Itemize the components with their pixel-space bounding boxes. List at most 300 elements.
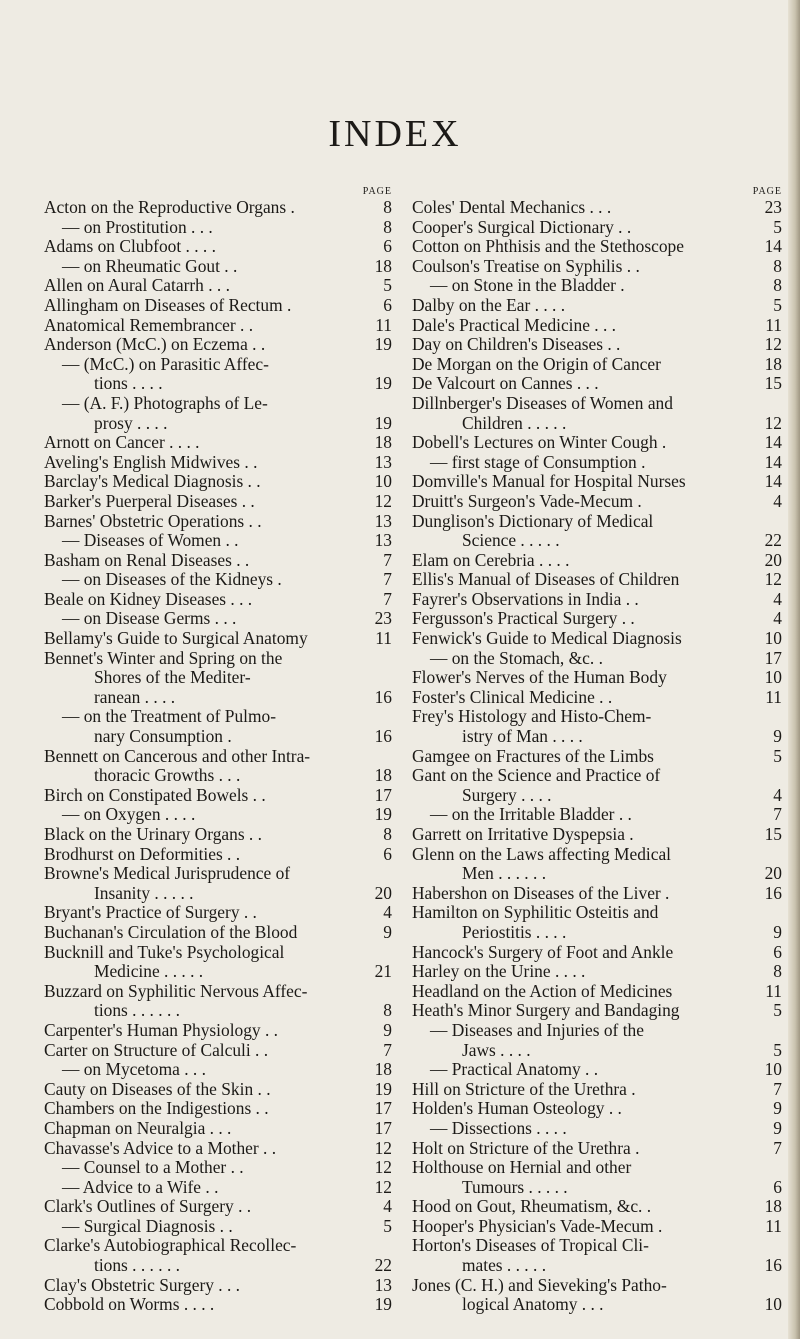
entry-title: logical Anatomy . . . xyxy=(462,1295,604,1315)
index-entry xyxy=(44,394,392,414)
entry-title: Clay's Obstetric Surgery . . . xyxy=(44,1275,241,1295)
entry-title: ranean . . . . xyxy=(94,687,176,707)
entry-title: Clarke's Autobiographical Recollec- xyxy=(44,1236,297,1256)
entry-title: Science . . . . . xyxy=(462,531,560,551)
entry-page-number: 7 xyxy=(383,549,392,570)
entry-title: Bennet's Winter and Spring on the xyxy=(44,648,283,668)
index-entry xyxy=(44,1099,392,1119)
entry-page-number: 18 xyxy=(764,353,782,374)
entry-page-number: 7 xyxy=(773,804,782,825)
entry-page-number: 17 xyxy=(374,784,392,805)
entry-title: — Counsel to a Mother . . xyxy=(62,1158,244,1178)
entry-page-number: 6 xyxy=(383,294,392,315)
index-entry xyxy=(44,1001,392,1021)
entry-page-number: 10 xyxy=(764,667,782,688)
entry-title: Foster's Clinical Medicine . . xyxy=(412,687,613,707)
index-entry xyxy=(412,531,782,551)
index-entry xyxy=(44,1236,392,1256)
index-entry xyxy=(44,923,392,943)
index-entry xyxy=(412,962,782,982)
index-entry xyxy=(412,1256,782,1276)
entry-title: — Diseases and Injuries of the xyxy=(430,1020,644,1040)
entry-page-number: 7 xyxy=(383,588,392,609)
index-entry xyxy=(412,923,782,943)
entry-title: Jones (C. H.) and Sieveking's Patho- xyxy=(412,1275,667,1295)
entry-page-number: 4 xyxy=(383,1196,392,1217)
index-entry xyxy=(412,276,782,296)
entry-title: — Surgical Diagnosis . . xyxy=(62,1216,233,1236)
entry-title: Dobell's Lectures on Winter Cough . xyxy=(412,433,667,453)
entry-page-number: 7 xyxy=(383,569,392,590)
entry-title: — on Stone in the Bladder . xyxy=(430,276,625,296)
index-entry xyxy=(44,1256,392,1276)
entry-title: Elam on Cerebria . . . . xyxy=(412,550,570,570)
entry-title: Insanity . . . . . xyxy=(94,883,194,903)
entry-title: Clark's Outlines of Surgery . . xyxy=(44,1197,252,1217)
index-entry xyxy=(44,864,392,884)
entry-page-number: 9 xyxy=(383,921,392,942)
index-entry xyxy=(44,766,392,786)
index-entry xyxy=(412,825,782,845)
index-entry xyxy=(412,453,782,473)
entry-title: tions . . . . xyxy=(94,374,163,394)
entry-title: — on the Treatment of Pulmo- xyxy=(62,707,276,727)
entry-page-number: 19 xyxy=(374,412,392,433)
entry-page-number: 8 xyxy=(383,824,392,844)
entry-page-number: 16 xyxy=(374,726,392,747)
entry-page-number: 7 xyxy=(383,1039,392,1060)
entry-title: Allingham on Diseases of Rectum . xyxy=(44,295,292,315)
index-entry xyxy=(44,237,392,257)
entry-page-number: 19 xyxy=(374,804,392,825)
index-entry xyxy=(412,551,782,571)
entry-title: Holt on Stricture of the Urethra . xyxy=(412,1138,640,1158)
index-entry xyxy=(412,590,782,610)
index-entry xyxy=(412,609,782,629)
entry-page-number: 9 xyxy=(773,1098,782,1119)
index-entry xyxy=(412,198,782,218)
entry-page-number: 10 xyxy=(764,628,782,649)
index-entry xyxy=(44,355,392,375)
entry-title: Frey's Histology and Histo-Chem- xyxy=(412,707,652,727)
entry-page-number: 20 xyxy=(764,863,782,884)
entry-title: — Dissections . . . . xyxy=(430,1118,567,1138)
entry-title: Adams on Clubfoot . . . . xyxy=(44,237,216,257)
entry-title: Cobbold on Worms . . . . xyxy=(44,1295,215,1315)
entry-title: Cooper's Surgical Dictionary . . xyxy=(412,217,632,237)
index-entry xyxy=(44,884,392,904)
entry-title: Allen on Aural Catarrh . . . xyxy=(44,276,230,296)
entry-page-number: 5 xyxy=(773,1039,782,1060)
entry-title: Beale on Kidney Diseases . . . xyxy=(44,589,253,609)
index-entry xyxy=(412,1178,782,1198)
entry-page-number: 5 xyxy=(773,216,782,237)
entry-page-number: 13 xyxy=(374,510,392,531)
index-entry xyxy=(44,1139,392,1159)
index-entry xyxy=(44,257,392,277)
entry-title: Cauty on Diseases of the Skin . . xyxy=(44,1079,271,1099)
entry-title: Hood on Gout, Rheumatism, &c. . xyxy=(412,1197,652,1217)
entry-page-number: 11 xyxy=(765,314,782,335)
page-column-header: PAGE xyxy=(752,186,782,197)
entry-title: Barnes' Obstetric Operations . . xyxy=(44,511,262,531)
index-entry xyxy=(44,903,392,923)
index-entry xyxy=(44,1060,392,1080)
entry-page-number: 17 xyxy=(764,647,782,668)
entry-title: Periostitis . . . . xyxy=(462,922,567,942)
index-entry xyxy=(412,1276,782,1296)
index-entry xyxy=(44,453,392,473)
index-entry xyxy=(44,433,392,453)
entry-page-number: 17 xyxy=(374,1098,392,1119)
entry-title: Cotton on Phthisis and the Stethoscope xyxy=(412,237,684,257)
entry-title: Brodhurst on Deformities . . xyxy=(44,844,241,864)
entry-title: Men . . . . . . xyxy=(462,864,547,884)
index-entry xyxy=(44,845,392,865)
entry-title: Domville's Manual for Hospital Nurses xyxy=(412,472,686,492)
entry-page-number: 15 xyxy=(764,824,782,844)
entry-title: Garrett on Irritative Dyspepsia . xyxy=(412,825,634,844)
entry-title: Glenn on the Laws affecting Medical xyxy=(412,844,671,864)
entry-page-number: 9 xyxy=(773,1117,782,1138)
index-entry xyxy=(412,414,782,434)
entry-page-number: 18 xyxy=(374,255,392,276)
entry-page-number: 7 xyxy=(773,1137,782,1158)
entry-page-number: 5 xyxy=(773,294,782,315)
index-entry xyxy=(44,668,392,688)
entry-page-number: 11 xyxy=(765,1215,782,1236)
entry-page-number: 23 xyxy=(764,197,782,217)
entry-page-number: 12 xyxy=(764,412,782,433)
entry-title: Acton on the Reproductive Organs . xyxy=(44,198,295,217)
entry-title: Gant on the Science and Practice of xyxy=(412,766,661,786)
entry-page-number: 7 xyxy=(773,1078,782,1099)
index-entry xyxy=(44,296,392,316)
entry-title: Buzzard on Syphilitic Nervous Affec- xyxy=(44,981,308,1001)
entry-page-number: 22 xyxy=(374,1255,392,1276)
entry-title: nary Consumption . xyxy=(94,727,232,747)
entry-title: — (McC.) on Parasitic Affec- xyxy=(62,354,269,374)
index-entry xyxy=(44,805,392,825)
index-entry xyxy=(412,864,782,884)
index-entry xyxy=(44,982,392,1002)
index-entry xyxy=(412,688,782,708)
index-entry xyxy=(44,531,392,551)
index-entry xyxy=(44,1217,392,1237)
index-entry xyxy=(412,649,782,669)
entry-title: — on Rheumatic Gout . . xyxy=(62,256,238,276)
entry-title: Day on Children's Diseases . . xyxy=(412,335,621,355)
entry-title: Medicine . . . . . xyxy=(94,962,204,982)
entry-title: Chavasse's Advice to a Mother . . xyxy=(44,1138,277,1158)
entry-title: Flower's Nerves of the Human Body xyxy=(412,668,667,688)
entry-page-number: 17 xyxy=(374,1117,392,1138)
entry-page-number: 4 xyxy=(773,608,782,629)
entry-title: — on Diseases of the Kidneys . xyxy=(62,570,282,590)
entry-title: Ellis's Manual of Diseases of Children xyxy=(412,570,680,590)
index-entry xyxy=(412,1041,782,1061)
entry-title: Barclay's Medical Diagnosis . . xyxy=(44,472,261,492)
entry-title: Dunglison's Dictionary of Medical xyxy=(412,511,654,531)
entry-title: — (A. F.) Photographs of Le- xyxy=(62,393,268,413)
entry-title: — on the Stomach, &c. . xyxy=(430,648,603,668)
entry-page-number: 5 xyxy=(383,1215,392,1236)
index-entry xyxy=(412,943,782,963)
index-entry xyxy=(412,982,782,1002)
index-entry xyxy=(412,492,782,512)
entry-title: tions . . . . . . xyxy=(94,1001,180,1021)
index-entry xyxy=(44,1080,392,1100)
entry-title: Anatomical Remembrancer . . xyxy=(44,315,254,335)
index-entry xyxy=(412,766,782,786)
index-entry xyxy=(44,590,392,610)
entry-title: Habershon on Diseases of the Liver . xyxy=(412,883,670,903)
index-entry xyxy=(44,218,392,238)
index-entry xyxy=(412,903,782,923)
entry-page-number: 16 xyxy=(374,686,392,707)
index-entry xyxy=(44,629,392,649)
entry-title: Horton's Diseases of Tropical Cli- xyxy=(412,1236,649,1256)
index-entry xyxy=(44,551,392,571)
index-entry xyxy=(412,884,782,904)
page-edge xyxy=(788,0,800,1339)
index-entry xyxy=(412,472,782,492)
entry-page-number: 6 xyxy=(773,1176,782,1197)
entry-page-number: 6 xyxy=(383,843,392,864)
entry-page-number: 14 xyxy=(764,236,782,257)
entry-title: Bryant's Practice of Surgery . . xyxy=(44,903,257,923)
entry-page-number: 11 xyxy=(765,686,782,707)
entry-title: Bellamy's Guide to Surgical Anatomy xyxy=(44,629,308,649)
index-entry xyxy=(44,1295,392,1315)
entry-title: Barker's Puerperal Diseases . . xyxy=(44,491,255,511)
entry-page-number: 4 xyxy=(383,902,392,923)
entry-title: Druitt's Surgeon's Vade-Mecum . xyxy=(412,491,642,511)
entry-title: tions . . . . . . xyxy=(94,1256,180,1276)
entry-title: Holden's Human Osteology . . xyxy=(412,1099,622,1119)
entry-title: Carter on Structure of Calculi . . xyxy=(44,1040,269,1060)
entry-title: Aveling's English Midwives . . xyxy=(44,452,258,472)
entry-title: Children . . . . . xyxy=(462,413,567,433)
entry-page-number: 4 xyxy=(773,588,782,609)
page-title: INDEX xyxy=(328,113,462,155)
index-entry xyxy=(412,1119,782,1139)
entry-page-number: 18 xyxy=(374,432,392,453)
entry-page-number: 21 xyxy=(374,961,392,982)
index-entry xyxy=(412,1236,782,1256)
entry-page-number: 4 xyxy=(773,490,782,511)
entry-page-number: 5 xyxy=(383,275,392,296)
index-entry xyxy=(44,962,392,982)
entry-title: — Practical Anatomy . . xyxy=(430,1060,599,1080)
index-entry xyxy=(412,296,782,316)
entry-page-number: 12 xyxy=(374,490,392,511)
index-entry xyxy=(44,609,392,629)
index-entry xyxy=(412,805,782,825)
entry-title: Coles' Dental Mechanics . . . xyxy=(412,198,612,217)
index-entry xyxy=(44,825,392,845)
entry-title: — on Mycetoma . . . xyxy=(62,1060,206,1080)
index-entry xyxy=(44,374,392,394)
index-entry xyxy=(412,512,782,532)
entry-page-number: 8 xyxy=(773,255,782,276)
entry-title: Chambers on the Indigestions . . xyxy=(44,1099,269,1119)
index-entry xyxy=(44,747,392,767)
entry-title: Tumours . . . . . xyxy=(462,1177,568,1197)
entry-title: Fergusson's Practical Surgery . . xyxy=(412,609,635,629)
entry-title: thoracic Growths . . . xyxy=(94,766,241,786)
entry-title: Harley on the Urine . . . . xyxy=(412,962,586,982)
entry-title: Surgery . . . . xyxy=(462,785,552,805)
entry-title: Hancock's Surgery of Foot and Ankle xyxy=(412,942,674,962)
index-entry xyxy=(412,629,782,649)
entry-page-number: 5 xyxy=(773,1000,782,1021)
entry-page-number: 13 xyxy=(374,1274,392,1295)
index-entry xyxy=(44,727,392,747)
entry-title: Basham on Renal Diseases . . xyxy=(44,550,250,570)
entry-page-number: 6 xyxy=(383,236,392,257)
index-entry xyxy=(412,727,782,747)
index-column-left xyxy=(44,186,392,1315)
index-entry xyxy=(412,1080,782,1100)
index-entry xyxy=(44,707,392,727)
entry-page-number: 12 xyxy=(764,334,782,355)
index-entry xyxy=(412,1099,782,1119)
index-entry xyxy=(412,845,782,865)
entry-page-number: 10 xyxy=(374,471,392,492)
entry-page-number: 6 xyxy=(773,941,782,962)
entry-title: Shores of the Mediter- xyxy=(94,668,251,688)
index-entry xyxy=(412,433,782,453)
entry-title: Arnott on Cancer . . . . xyxy=(44,433,200,453)
entry-page-number: 10 xyxy=(764,1059,782,1080)
entry-title: Dillnberger's Diseases of Women and xyxy=(412,393,673,413)
entry-title: De Valcourt on Cannes . . . xyxy=(412,374,599,394)
entry-page-number: 11 xyxy=(765,980,782,1001)
index-entry xyxy=(44,786,392,806)
index-entry xyxy=(412,316,782,336)
entry-title: — Advice to a Wife . . xyxy=(62,1177,219,1197)
entry-page-number: 18 xyxy=(374,1059,392,1080)
entry-page-number: 19 xyxy=(374,1078,392,1099)
entry-title: Hooper's Physician's Vade-Mecum . xyxy=(412,1216,663,1236)
entry-title: Headland on the Action of Medicines xyxy=(412,981,673,1001)
entry-title: Black on the Urinary Organs . . xyxy=(44,825,262,844)
entry-title: Hamilton on Syphilitic Osteitis and xyxy=(412,903,659,923)
index-list-right xyxy=(412,198,782,1315)
index-entry xyxy=(44,1041,392,1061)
index-entry xyxy=(44,943,392,963)
entry-title: Birch on Constipated Bowels . . xyxy=(44,785,266,805)
entry-title: mates . . . . . xyxy=(462,1256,547,1276)
entry-page-number: 20 xyxy=(374,882,392,903)
entry-title: — on the Irritable Bladder . . xyxy=(430,805,632,825)
entry-page-number: 19 xyxy=(374,1294,392,1315)
entry-page-number: 12 xyxy=(374,1176,392,1197)
entry-page-number: 8 xyxy=(383,197,392,217)
entry-page-number: 8 xyxy=(773,275,782,296)
index-entry xyxy=(412,355,782,375)
entry-title: Jaws . . . . xyxy=(462,1040,531,1060)
index-entry xyxy=(44,1178,392,1198)
entry-page-number: 8 xyxy=(383,1000,392,1021)
entry-title: Bennett on Cancerous and other Intra- xyxy=(44,746,311,766)
entry-page-number: 8 xyxy=(773,961,782,982)
entry-title: Hill on Stricture of the Urethra . xyxy=(412,1079,636,1099)
entry-title: De Morgan on the Origin of Cancer xyxy=(412,354,661,374)
index-entry xyxy=(44,1021,392,1041)
entry-page-number: 16 xyxy=(764,1255,782,1276)
entry-title: Holthouse on Hernial and other xyxy=(412,1158,632,1178)
entry-page-number: 22 xyxy=(764,530,782,551)
entry-page-number: 12 xyxy=(764,569,782,590)
entry-page-number: 20 xyxy=(764,549,782,570)
index-entry xyxy=(412,394,782,414)
entry-title: Coulson's Treatise on Syphilis . . xyxy=(412,256,640,276)
entry-title: — on Disease Germs . . . xyxy=(62,609,237,629)
entry-page-number: 8 xyxy=(383,216,392,237)
index-entry xyxy=(44,414,392,434)
index-entry xyxy=(412,1060,782,1080)
entry-title: Chapman on Neuralgia . . . xyxy=(44,1118,232,1138)
entry-page-number: 15 xyxy=(764,373,782,394)
index-entry xyxy=(412,707,782,727)
index-entry xyxy=(44,1158,392,1178)
index-entry xyxy=(412,1021,782,1041)
index-entry xyxy=(412,218,782,238)
index-list-left xyxy=(44,198,392,1315)
index-column-right xyxy=(412,186,782,1315)
entry-title: — first stage of Consumption . xyxy=(430,452,646,472)
entry-title: Fayrer's Observations in India . . xyxy=(412,589,639,609)
entry-page-number: 12 xyxy=(374,1137,392,1158)
index-entry xyxy=(44,492,392,512)
entry-title: Bucknill and Tuke's Psychological xyxy=(44,942,285,962)
entry-page-number: 14 xyxy=(764,471,782,492)
index-entry xyxy=(44,335,392,355)
entry-page-number: 11 xyxy=(375,314,392,335)
entry-page-number: 11 xyxy=(375,628,392,649)
index-entry xyxy=(412,747,782,767)
index-entry xyxy=(412,1217,782,1237)
index-entry xyxy=(412,786,782,806)
entry-page-number: 19 xyxy=(374,334,392,355)
index-entry xyxy=(44,198,392,218)
entry-title: Dalby on the Ear . . . . xyxy=(412,295,566,315)
entry-page-number: 13 xyxy=(374,530,392,551)
index-entry xyxy=(412,1139,782,1159)
index-entry xyxy=(412,237,782,257)
index-entry xyxy=(412,1295,782,1315)
entry-page-number: 23 xyxy=(374,608,392,629)
index-entry xyxy=(44,276,392,296)
entry-title: Fenwick's Guide to Medical Diagnosis xyxy=(412,629,682,649)
entry-title: Gamgee on Fractures of the Limbs xyxy=(412,746,654,766)
entry-page-number: 4 xyxy=(773,784,782,805)
entry-page-number: 12 xyxy=(374,1157,392,1178)
entry-page-number: 16 xyxy=(764,882,782,903)
entry-page-number: 14 xyxy=(764,451,782,472)
index-entry xyxy=(44,1276,392,1296)
index-entry xyxy=(412,1197,782,1217)
index-entry xyxy=(412,374,782,394)
index-entry xyxy=(412,1158,782,1178)
entry-title: prosy . . . . xyxy=(94,413,168,433)
entry-page-number: 10 xyxy=(764,1294,782,1315)
entry-page-number: 19 xyxy=(374,373,392,394)
entry-page-number: 14 xyxy=(764,432,782,453)
entry-title: Buchanan's Circulation of the Blood xyxy=(44,922,298,942)
